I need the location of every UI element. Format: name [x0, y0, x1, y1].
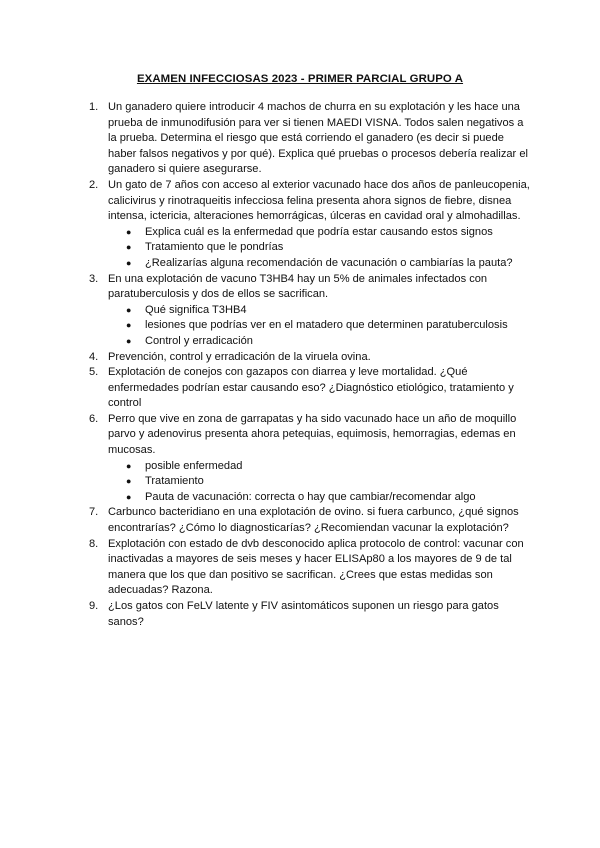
- question-item: [89, 272, 532, 350]
- subquestion-item: [126, 490, 532, 506]
- bullet-icon: ●: [126, 242, 132, 253]
- question-number: 9.: [89, 600, 99, 612]
- question-text: ¿Los gatos con FeLV latente y FIV asintomáticos suponen un riesgo para gatos sanos?: [108, 600, 499, 628]
- subquestion-list: [108, 225, 532, 272]
- subquestion-text: posible enfermedad: [145, 459, 243, 472]
- subquestion-item: [126, 318, 532, 334]
- subquestion-item: [126, 474, 532, 490]
- subquestion-item: [126, 240, 532, 256]
- question-item: [89, 412, 532, 506]
- question-number: 1.: [89, 101, 99, 113]
- question-text: En una explotación de vacuno T3HB4 hay un 5% de animales infectados con paratuberculosis y dos de ellos se sacrifican.: [108, 272, 488, 301]
- question-number: 7.: [89, 506, 99, 519]
- question-number: 3.: [89, 272, 99, 285]
- bullet-icon: ●: [126, 320, 132, 331]
- question-text: Un gato de 7 años con acceso al exterior vacunado hace dos años de panleucopenia, calicivirus y rinotraqueitis infecciosa felina presenta ahora signos de fiebre, disnea intensa, ictericia, alteraciones hemorrágicas, úlceras en cavidad oral y almohadillas.: [108, 178, 530, 223]
- exam-title: EXAMEN INFECCIOSAS 2023 - PRIMER PARCIAL GRUPO A: [136, 73, 464, 85]
- question-text: Carbunco bacteridiano en una explotación de ovino. si fuera carbunco, ¿qué signos encontrarías? ¿Cómo lo diagnosticarías? ¿Recomiendan vacunar la explotación?: [108, 506, 519, 535]
- subquestion-text: Tratamiento: [145, 475, 204, 488]
- subquestion-item: [126, 225, 532, 241]
- question-item: [89, 100, 532, 178]
- question-item: [89, 365, 532, 412]
- question-item: [89, 537, 532, 599]
- question-number: 4.: [89, 350, 99, 363]
- question-text: Explotación de conejos con gazapos con diarrea y leve mortalidad. ¿Qué enfermedades podrían estar causando eso? ¿Diagnóstico etiológico, tratamiento y control: [108, 366, 514, 410]
- question-text: Perro que vive en zona de garrapatas y ha sido vacunado hace un año de moquillo parvo y adenovirus presenta ahora petequias, equimosis, hemorragias, edemas en mucosas.: [108, 412, 517, 457]
- subquestion-item: [126, 303, 532, 319]
- question-number: 8.: [89, 537, 99, 550]
- question-number: 5.: [89, 366, 99, 379]
- question-number: 6.: [89, 412, 99, 425]
- subquestion-text: Control y erradicación: [145, 334, 253, 347]
- subquestion-item: [126, 459, 532, 475]
- question-item: [89, 505, 532, 536]
- question-text: Explotación con estado de dvb desconocido aplica protocolo de control: vacunar con inactivadas a mayores de seis meses y hacer ELISAp80 a los mayores de 9 de tal manera que los que dan positivo se sacrifican. ¿Crees que estas medidas son adecuadas? Razona.: [108, 537, 524, 597]
- subquestion-text: Tratamiento que le pondrías: [145, 241, 284, 254]
- bullet-icon: ●: [126, 226, 132, 237]
- subquestion-item: [126, 334, 532, 350]
- subquestion-text: lesiones que podrías ver en el matadero que determinen paratuberculosis: [145, 319, 508, 332]
- subquestion-list: [108, 459, 532, 506]
- subquestion-text: ¿Realizarías alguna recomendación de vacunación o cambiarías la pauta?: [145, 256, 513, 269]
- bullet-icon: ●: [126, 476, 132, 487]
- bullet-icon: ●: [126, 460, 132, 471]
- question-number: 2.: [89, 178, 99, 191]
- bullet-icon: ●: [126, 304, 132, 315]
- question-text: Prevención, control y erradicación de la viruela ovina.: [108, 350, 371, 363]
- bullet-icon: ●: [126, 335, 132, 346]
- subquestion-text: Explica cuál es la enfermedad que podría estar causando estos signos: [145, 225, 493, 238]
- subquestion-text: Pauta de vacunación: correcta o hay que cambiar/recomendar algo: [145, 490, 476, 503]
- subquestion-item: [126, 256, 532, 272]
- question-item: [89, 599, 532, 630]
- subquestion-text: Qué significa T3HB4: [145, 303, 247, 316]
- question-item: [89, 350, 532, 366]
- question-item: [89, 178, 532, 272]
- bullet-icon: ●: [126, 491, 132, 502]
- subquestion-list: [108, 303, 532, 350]
- bullet-icon: ●: [126, 257, 132, 268]
- question-text: Un ganadero quiere introducir 4 machos de churra en su explotación y les hace una prueba de inmunodifusión para ver si tienen MAEDI VISNA. Todos salen negativos a la prueba. Determina el riesgo que está corriendo el ganadero (es decir si puede haber falsos negativos y por qué). Explica qué pruebas o procesos debería realizar el ganadero si quiere asegurarse.: [108, 101, 528, 176]
- question-list: [89, 100, 532, 630]
